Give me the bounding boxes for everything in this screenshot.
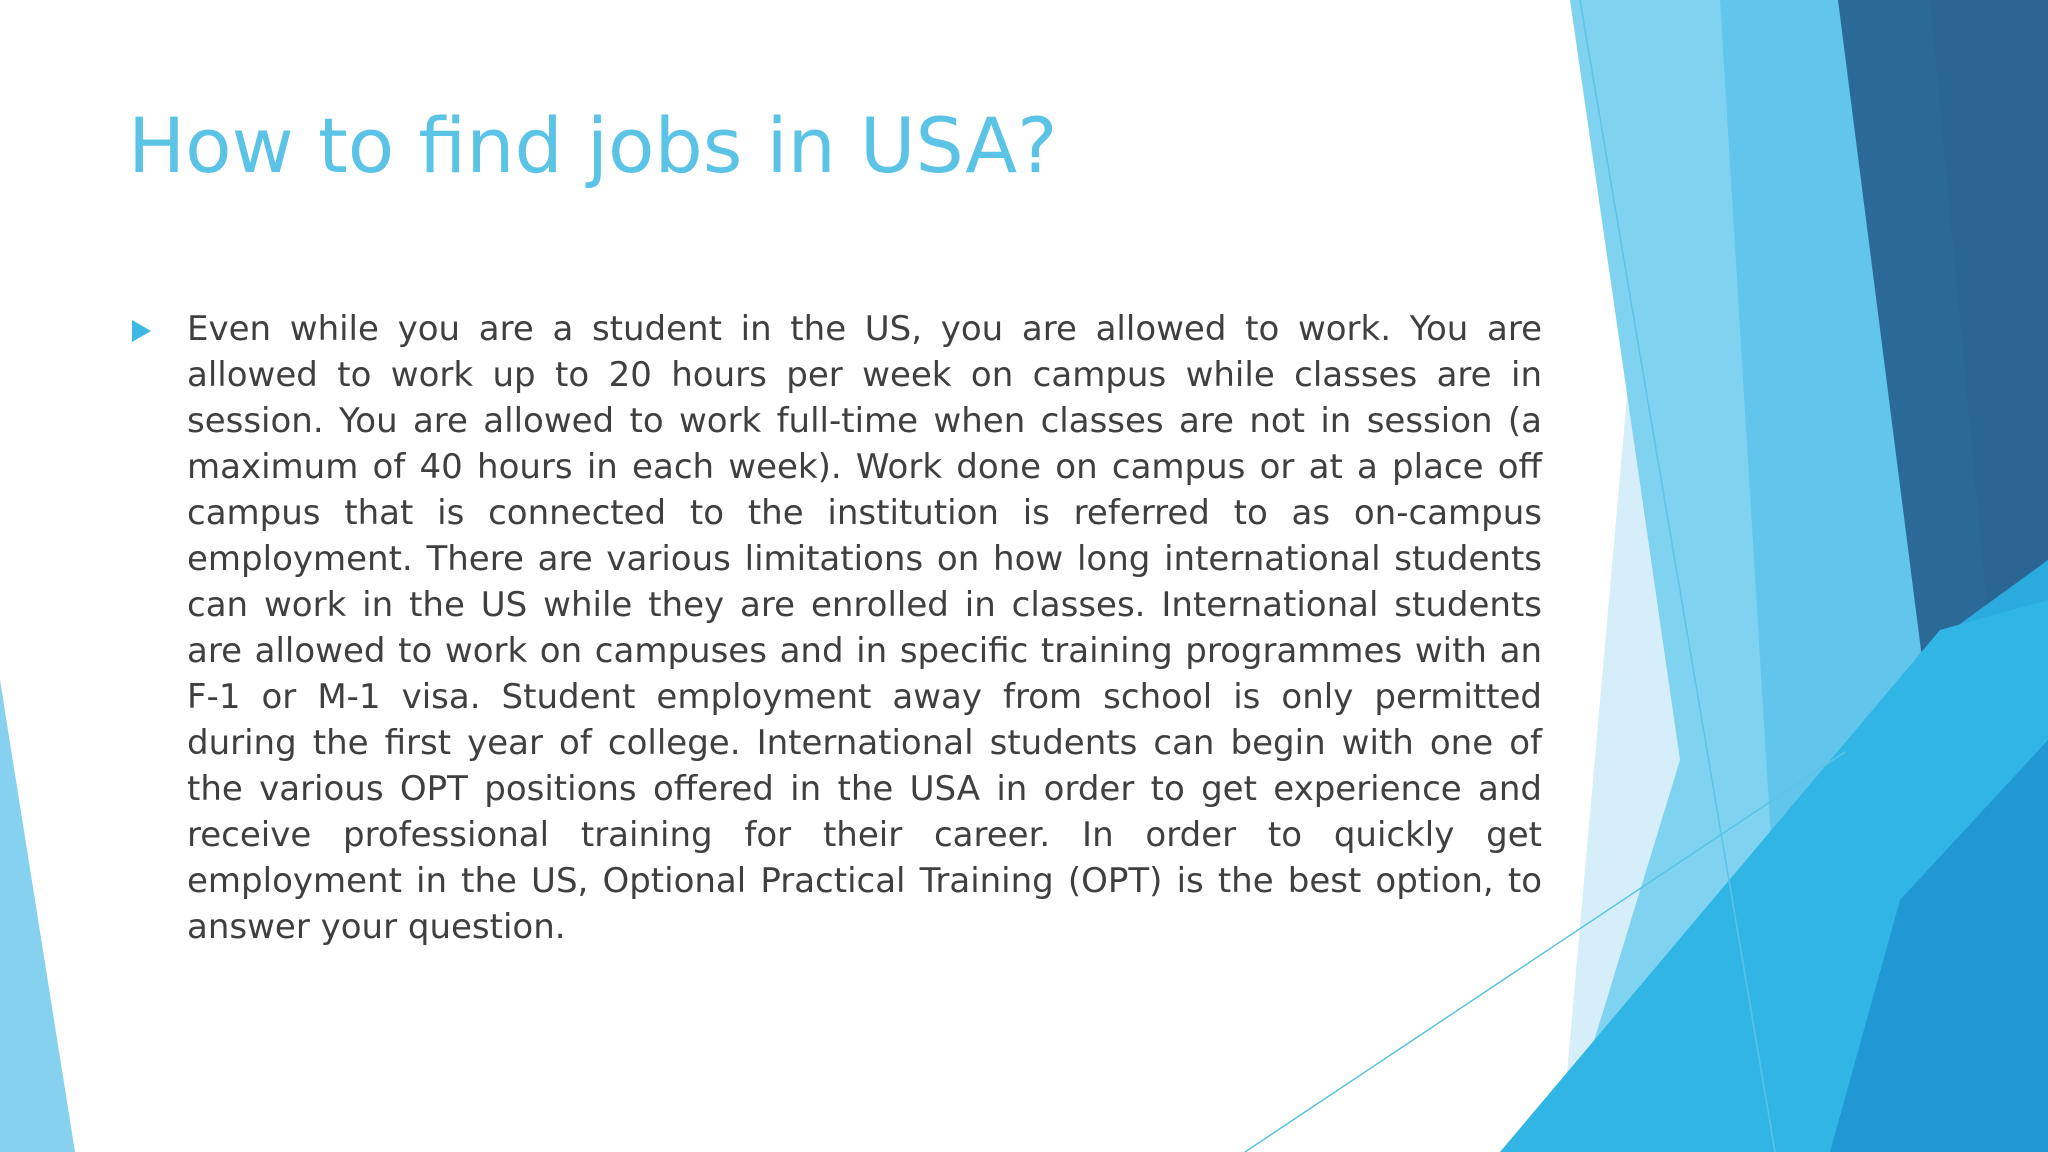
slide-title: How to find jobs in USA? bbox=[128, 101, 1058, 190]
triangle-bullet-icon bbox=[132, 320, 151, 342]
bullet-item bbox=[128, 306, 1542, 950]
left-edge-shape bbox=[0, 680, 75, 1152]
bullet-text: Even while you are a student in the US, you are allowed to work. You are allowed to work up to 20 hours per week on campus while classes are in session. You are allowed to work full-time when classes are not in session (a maximum of 40 hours in each week). Work done on campus or at a place off campus that is connected to the institution is referred to as on-campus employment. There are various limitations on how long international students can work in the US while they are enrolled in classes. International students are allowed to work on campuses and in specific training programmes with an F-1 or M-1 visa. Student employment away from school is only permitted during the first year of college. International students can begin with one of the various OPT positions offered in the USA in order to get experience and receive professional training for their career. In order to quickly get employment in the US, Optional Practical Training (OPT) is the best option, to answer your question. bbox=[187, 309, 1542, 947]
bullet-list bbox=[128, 306, 1542, 950]
